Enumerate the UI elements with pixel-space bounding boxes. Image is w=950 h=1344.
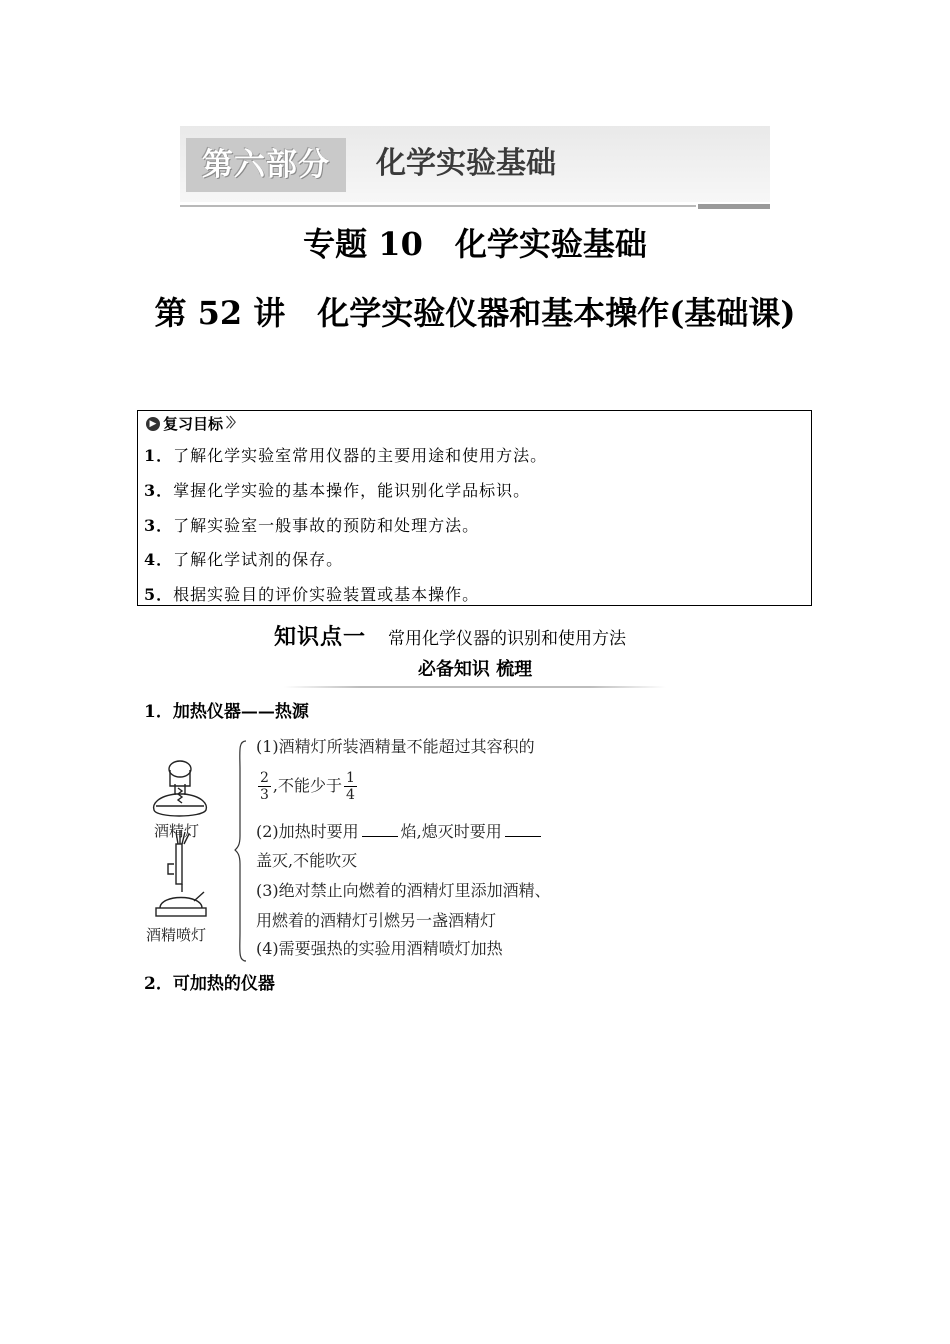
lamp-rule-2: (2)加热时要用 焰,熄灭时要用 bbox=[256, 820, 544, 843]
answer-blank bbox=[362, 820, 398, 837]
goal-text: 了解化学试剂的保存。 bbox=[173, 550, 344, 569]
goal-item bbox=[144, 480, 530, 502]
goal-text: 掌握化学实验的基本操作，能识别化学品标识。 bbox=[173, 481, 531, 500]
goal-text: 了解化学实验室常用仪器的主要用途和使用方法。 bbox=[173, 446, 548, 465]
goal-item bbox=[144, 549, 343, 571]
alcohol-lamp-icon bbox=[154, 761, 207, 816]
double-chevron-icon: 〉〉 bbox=[226, 416, 240, 431]
fraction-two-thirds: $\frac{2}{3}$ bbox=[260, 770, 269, 803]
alcohol-burner-label: 酒精喷灯 bbox=[146, 926, 207, 944]
goal-item bbox=[144, 584, 479, 606]
review-goals-box bbox=[137, 410, 812, 606]
section-banner bbox=[180, 126, 770, 210]
lamp-rule-4: (4)需要强热的实验用酒精喷灯加热 bbox=[256, 939, 503, 958]
knowledge-point-heading bbox=[274, 620, 626, 651]
alcohol-lamp-label: 酒精灯 bbox=[154, 822, 200, 840]
section-heading-heating: 1．加热仪器——热源 bbox=[144, 702, 309, 722]
lamp-rule-3-cont: 用燃着的酒精灯引燃另一盏酒精灯 bbox=[256, 911, 497, 930]
goal-item bbox=[144, 515, 479, 537]
lamp-rule-1: (1)酒精灯所装酒精量不能超过其容积的 bbox=[256, 737, 535, 756]
lesson-title: 第 52 讲 化学实验仪器和基本操作(基础课) bbox=[154, 294, 796, 332]
review-goals-label: 复习目标 bbox=[163, 415, 224, 433]
play-icon: ▶ bbox=[146, 417, 160, 431]
lamp-rule-2-cont: 盖灭,不能吹灭 bbox=[256, 851, 358, 870]
goal-item bbox=[144, 445, 547, 467]
banner-title: 化学实验基础 bbox=[376, 146, 556, 181]
goal-number: 3． bbox=[144, 516, 174, 535]
goal-text: 根据实验目的评价实验装置或基本操作。 bbox=[173, 585, 480, 604]
lamp-rule-1-fractions: $\frac{2}{3}$ ,不能少于 $\frac{1}{4}$ bbox=[260, 770, 355, 803]
goal-number: 3． bbox=[144, 481, 174, 500]
goal-text: 了解实验室一般事故的预防和处理方法。 bbox=[173, 516, 480, 535]
must-know-heading: 必备知识 梳理 bbox=[417, 659, 533, 680]
goal-number: 1． bbox=[144, 446, 174, 465]
answer-blank bbox=[505, 820, 541, 837]
banner-divider-accent bbox=[698, 204, 770, 209]
lamp-rule-3: (3)绝对禁止向燃着的酒精灯里添加酒精、 bbox=[256, 881, 551, 900]
topic-title: 专题 10 化学实验基础 bbox=[303, 225, 647, 263]
knowledge-point-title: 知识点一 bbox=[274, 625, 367, 650]
must-know-divider bbox=[284, 686, 666, 688]
alcohol-burner-icon bbox=[156, 830, 206, 916]
review-goals-heading bbox=[146, 414, 240, 434]
goal-number: 5． bbox=[144, 585, 174, 604]
alcohol-lamp-figure bbox=[140, 736, 580, 966]
banner-divider bbox=[180, 205, 696, 207]
brace-icon bbox=[234, 740, 248, 962]
knowledge-point-subtitle: 常用化学仪器的识别和使用方法 bbox=[388, 629, 627, 649]
goal-number: 4． bbox=[144, 550, 174, 569]
fraction-one-quarter: $\frac{1}{4}$ bbox=[346, 770, 355, 803]
banner-part-label: 第六部分 bbox=[186, 138, 346, 192]
section-heading-heatable: 2．可加热的仪器 bbox=[144, 974, 275, 994]
